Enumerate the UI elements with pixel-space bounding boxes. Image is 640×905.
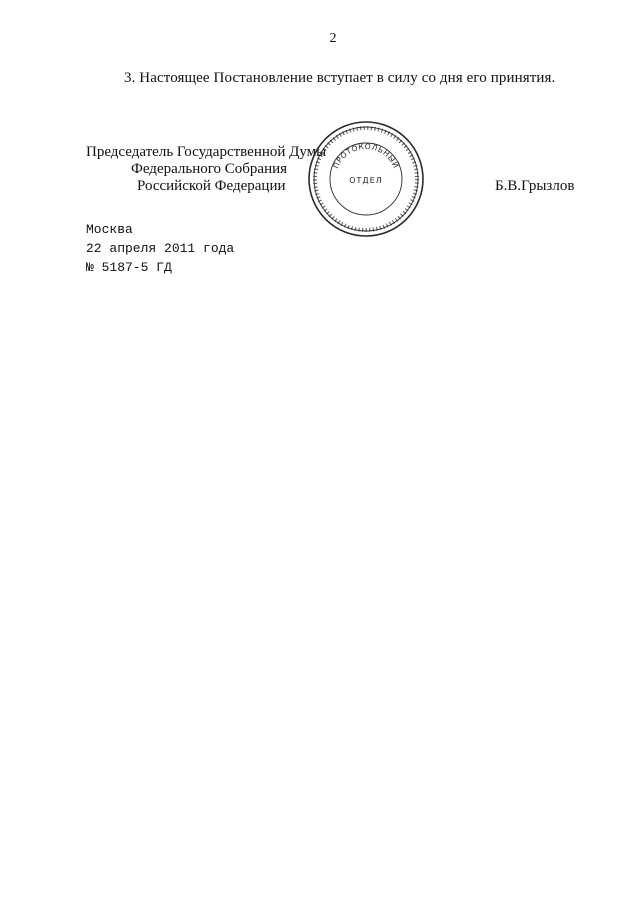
signer-name: Б.В.Грызлов: [495, 178, 575, 194]
official-stamp: [306, 119, 426, 239]
stamp-center-text: ОТДЕЛ: [349, 176, 383, 185]
footer-document-number: № 5187-5 ГД: [86, 260, 172, 275]
signatory-title-line-3: Российской Федерации: [137, 178, 286, 194]
stamp-inner-text: ПРОТОКОЛЬНЫЙ: [331, 141, 401, 170]
footer-city: Москва: [86, 222, 133, 237]
page-number: 2: [329, 31, 337, 46]
svg-text:ПРОТОКОЛЬНЫЙ: [331, 142, 401, 170]
footer-date: 22 апреля 2011 года: [86, 241, 235, 256]
signatory-title-line-1: Председатель Государственной Думы: [86, 144, 327, 160]
resolution-paragraph: 3. Настоящее Постановление вступает в силу со дня его принятия.: [124, 70, 556, 86]
signatory-title-line-2: Федерального Собрания: [131, 161, 288, 177]
